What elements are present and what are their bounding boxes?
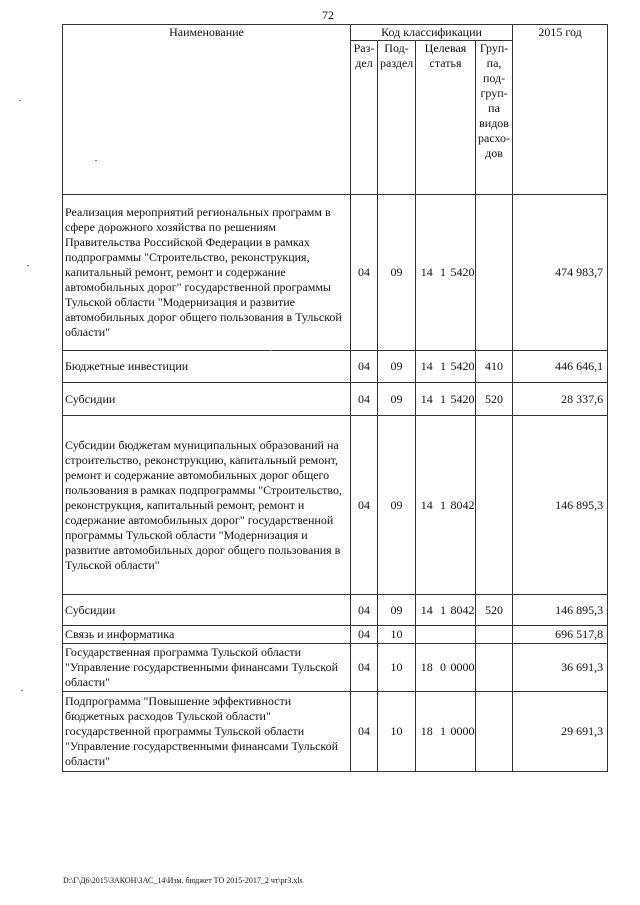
header-razdel: Раз-дел <box>351 41 378 195</box>
row-ts-program: 18 <box>416 692 438 772</box>
row-amount: 29 691,3 <box>513 692 608 772</box>
row-ts-direction: 5420 <box>449 195 476 351</box>
row-ts-subprogram: 1 <box>438 351 449 383</box>
row-name: Субсидии <box>63 383 351 416</box>
row-razdel: 04 <box>351 626 378 644</box>
row-ts-program: 14 <box>416 595 438 626</box>
row-ts-program: 14 <box>416 383 438 416</box>
header-tselevaya: Целевая статья <box>416 41 476 195</box>
row-ts-program: 14 <box>416 351 438 383</box>
row-name: Государственная программа Тульской области "Управление государственными финансами Тульской области" <box>63 644 351 692</box>
row-ts-direction: 0000 <box>449 644 476 692</box>
row-amount: 696 517,8 <box>513 626 608 644</box>
row-vid: 520 <box>476 383 513 416</box>
header-year: 2015 год <box>513 25 608 195</box>
row-ts-direction: 5420 <box>449 383 476 416</box>
row-vid <box>476 626 513 644</box>
row-name: Субсидии бюджетам муниципальных образований на строительство, реконструкцию, капитальный ремонт, ремонт и содержание автомобильных дорог общего пользования в рамках подпрограммы "Строительство, реконструкция, капитальный ремонт, ремонт и содержание автомобильных дорог" государственной программы Тульской области "Модернизация и развитие автомобильных дорог общего пользования в Тульской области" <box>63 416 351 595</box>
row-name: Субсидии <box>63 595 351 626</box>
scan-speck <box>19 100 21 101</box>
row-vid: 520 <box>476 595 513 626</box>
row-ts-subprogram: 0 <box>438 644 449 692</box>
scan-speck <box>95 160 97 161</box>
budget-table <box>62 24 608 772</box>
header-code: Код классификации <box>351 25 513 41</box>
row-name: Подпрограмма "Повышение эффективности бюджетных расходов Тульской области" государственной программы Тульской области "Управление государственными финансами Тульской области" <box>63 692 351 772</box>
page-number: 72 <box>322 8 334 22</box>
row-amount: 36 691,3 <box>513 644 608 692</box>
table-row <box>63 416 608 595</box>
row-ts-subprogram: 1 <box>438 595 449 626</box>
file-path: D:\Г\Д6\2015\ЗАКОН\ЗАС_14\Изм. бюджет ТО 2015-2017_2 чт\pr3.xls <box>63 876 303 885</box>
row-vid <box>476 416 513 595</box>
row-amount: 146 895,3 <box>513 416 608 595</box>
row-vid <box>476 195 513 351</box>
row-podrazdel: 09 <box>378 595 416 626</box>
row-vid <box>476 692 513 772</box>
scan-speck <box>27 265 29 266</box>
row-razdel: 04 <box>351 416 378 595</box>
row-podrazdel: 09 <box>378 351 416 383</box>
row-name: Связь и информатика <box>63 626 351 644</box>
row-ts-subprogram: 1 <box>438 195 449 351</box>
header-gruppa: Груп-па, под-груп-па видов расхо-дов <box>476 41 513 195</box>
row-name: Бюджетные инвестиции <box>63 351 351 383</box>
table-row <box>63 195 608 351</box>
row-amount: 146 895,3 <box>513 595 608 626</box>
table-row <box>63 351 608 383</box>
table-row <box>63 383 608 416</box>
row-podrazdel: 10 <box>378 626 416 644</box>
row-amount: 474 983,7 <box>513 195 608 351</box>
row-vid <box>476 644 513 692</box>
row-ts-subprogram: 1 <box>438 416 449 595</box>
row-ts-direction: 5420 <box>449 351 476 383</box>
row-podrazdel: 09 <box>378 383 416 416</box>
row-ts-direction: 0000 <box>449 692 476 772</box>
row-podrazdel: 09 <box>378 416 416 595</box>
row-ts-direction: 8042 <box>449 595 476 626</box>
row-ts-direction <box>449 626 476 644</box>
row-podrazdel: 10 <box>378 692 416 772</box>
row-name: Реализация мероприятий региональных программ в сфере дорожного хозяйства по решениям Правительства Российской Федерации в рамках подпрограммы "Строительство, реконструкция, капитальный ремонт, ремонт и содержание автомобильных дорог" государственной программы Тульской области "Модернизация и развитие автомобильных дорог общего пользования в Тульской области" <box>63 195 351 351</box>
row-ts-program: 14 <box>416 195 438 351</box>
table-row <box>63 644 608 692</box>
row-amount: 446 646,1 <box>513 351 608 383</box>
row-ts-subprogram <box>438 626 449 644</box>
table-header <box>63 25 608 195</box>
row-podrazdel: 10 <box>378 644 416 692</box>
row-razdel: 04 <box>351 351 378 383</box>
scan-speck <box>270 350 272 351</box>
header-podrazdel: Под-раздел <box>378 41 416 195</box>
row-ts-program <box>416 626 438 644</box>
row-vid: 410 <box>476 351 513 383</box>
table-row <box>63 595 608 626</box>
row-amount: 28 337,6 <box>513 383 608 416</box>
scan-speck <box>21 690 23 691</box>
row-razdel: 04 <box>351 692 378 772</box>
header-name: Наименование <box>63 25 351 195</box>
row-razdel: 04 <box>351 595 378 626</box>
row-ts-subprogram: 1 <box>438 692 449 772</box>
row-ts-program: 14 <box>416 416 438 595</box>
table-row <box>63 692 608 772</box>
row-ts-program: 18 <box>416 644 438 692</box>
row-ts-direction: 8042 <box>449 416 476 595</box>
row-razdel: 04 <box>351 644 378 692</box>
row-podrazdel: 09 <box>378 195 416 351</box>
table-row <box>63 626 608 644</box>
row-razdel: 04 <box>351 383 378 416</box>
row-razdel: 04 <box>351 195 378 351</box>
row-ts-subprogram: 1 <box>438 383 449 416</box>
